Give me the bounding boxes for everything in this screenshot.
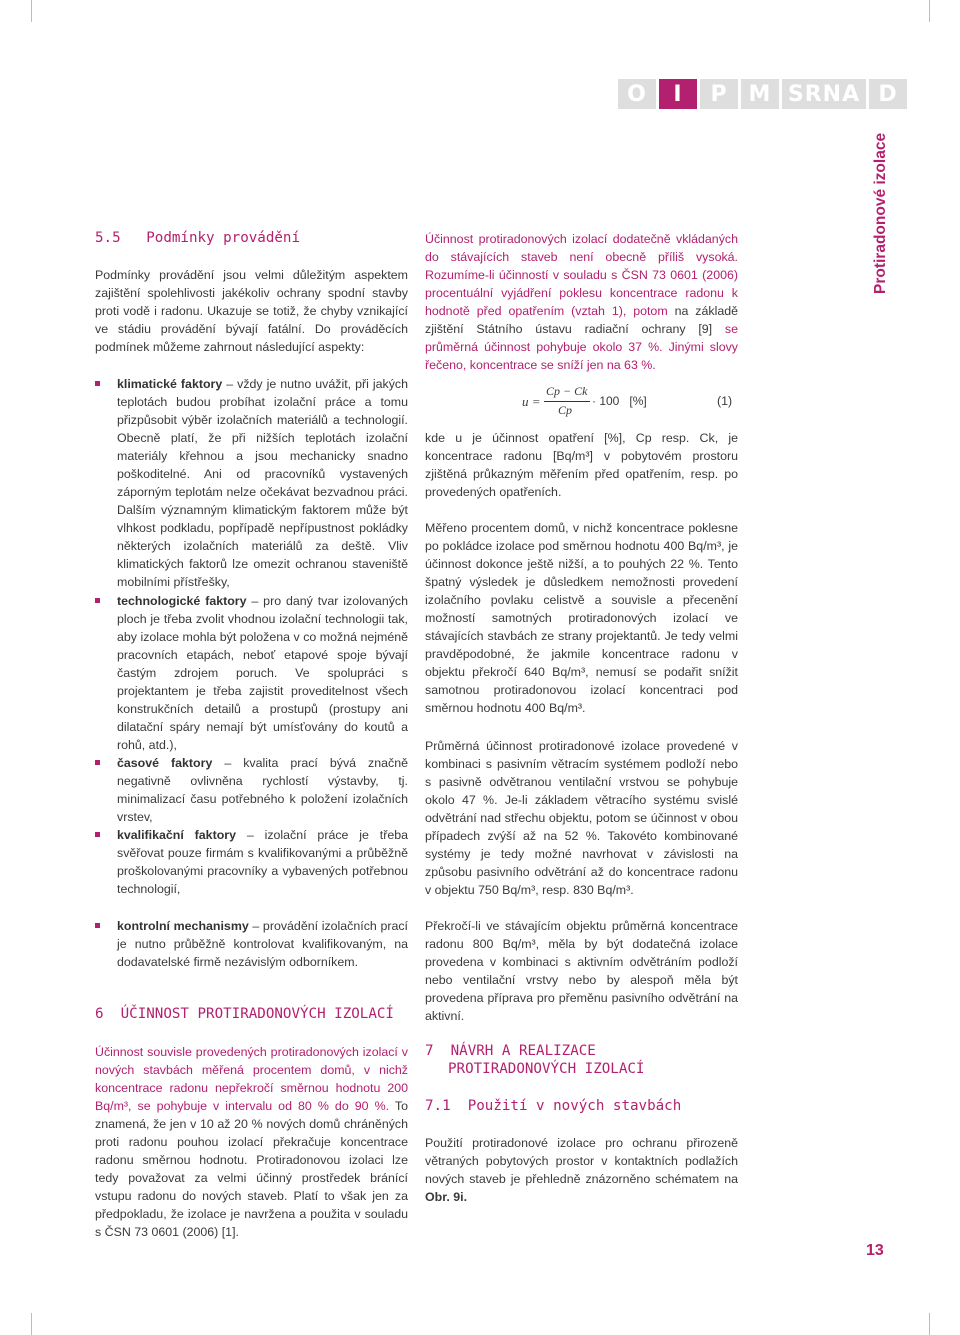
heading-6: 6 ÚČINNOST PROTIRADONOVÝCH IZOLACÍ [95,1006,394,1022]
figure-reference: Obr. 9i. [425,1190,468,1204]
section-nav-bar [618,79,907,109]
fraction-bar [544,401,590,402]
measurement-paragraph: Měřeno procentem domů, v nichž koncentrace poklesne po pokládce izolace pod směrnou hodnotu 400 Bq/m³, je účinnost dokonce ještě nižší, a to pouhých 22 %. Tento špatný výsledek je důsledkem nemožnosti provedení izolačního povlaku celistvě a souvisle a přecenění možností samotných protiradonových izolací ve stávajících stavbách ze strany projektantů. Je tedy velmi pravděpodobné, že jakmile koncentrace radonu v objektu překročí 640 Bq/m³, nemusí se podařit snížit samotnou protiradonovou izolací koncentraci pod směrnou hodnotu 400 Bq/m³. [425,521,738,715]
crop-mark [31,1313,32,1335]
bullet-text: – izolační práce je třeba svěřovat pouze firmám s kvalifikovanými a průběžně proškolovanými pracovníky a vybavených potřebnou technologií, [117,828,408,896]
nav-cell-p: P [700,79,738,109]
vertical-chapter-title: Protiradonové izolace [872,132,889,294]
page-number: 13 [866,1242,884,1259]
bullet-term: kvalifikační faktory [117,828,236,842]
bullet-square-icon [95,832,100,837]
body-text: To znamená, že jen v 10 až 20 % nových domů chráněných proti radonu pouhou izolací překračuje koncentrace radonu směrnou hodnotu. Protiradonovou izolaci lze tedy považovat za velmi účinný prostředek bránící vstupu radonu do nových staveb. Platí to však jen za předpokladu, že izolace je navržena a použita v souladu s ČSN 73 0601 (2006) [1]. [95,1099,408,1239]
intro-paragraph: Podmínky provádění jsou velmi důležitým aspektem zajištění spolehlivosti jakékoliv ochrany spodní stavby proti vodě i radonu. Ukazuje se totiž, že chyby vznikající ve stádiu provádění bývají fatální. Do prováděcích podmínek můžeme zahrnout následující aspekty: [95,268,408,354]
heading-7-line2: PROTIRADONOVÝCH IZOLACÍ [448,1061,645,1077]
ventilation-paragraph: Průměrná účinnost protiradonové izolace provedené v kombinaci s pasivním větracím systémem podloží nebo s pasivně odvětranou ventilační vrstvou se pohybuje okolo 47 %. Je-li základem větracího systému svislé odvětrání nad střechu objektu, potom se účinnost v obou případech zvýší až na 52 %. Takovéto kombinované systémy je tedy možné navrhovat v závislosti na způsobu pasivního odvětrání až do koncentrace radonu v objektu 750 Bq/m³, resp. 830 Bq/m³. [425,739,738,897]
list-item [95,592,408,754]
bullet-term: kontrolní mechanismy [117,919,249,933]
formula-1 [520,386,740,420]
formula-numerator: Cp − Ck [546,384,588,398]
crop-mark [929,1313,930,1335]
crop-mark [31,0,32,22]
bullet-term: technologické faktory [117,594,247,608]
body-text: Použití protiradonové izolace pro ochranu přirozeně větraných pobytových prostor v kontaktních podlažích nových staveb je přehledně znázorněno schématem na [425,1136,738,1186]
section-6-paragraph [95,1043,408,1241]
heading-7-1: 7.1 Použití v nových stavbách [425,1098,682,1114]
bullet-square-icon [95,760,100,765]
nav-cell-o: O [618,79,656,109]
bullet-square-icon [95,381,100,386]
new-buildings-paragraph [425,1134,738,1206]
equation-number: (1) [717,394,733,408]
heading-7 [425,1042,738,1078]
nav-cell-m: M [741,79,779,109]
bullet-text: – pro daný tvar izolovaných ploch je třeba zvolit vhodnou izolační technologii tak, aby izolace mohla být položena v co možná nejméně pracovních etapách, neboť etapové spoje bývají častým zdrojem poruch. Ve spolupráci s projektantem je třeba zajistit proveditelnost všech konstrukčních detailů a prostupů (prostupy ani dilatační spáry nemají být umísťovány do koutů a rohů, atd.), [117,594,408,752]
nav-cell-i-active: I [659,79,697,109]
list-item [95,375,408,591]
list-item [95,826,408,898]
bullet-term: časové faktory [117,756,213,770]
crop-mark [929,0,930,22]
bullet-square-icon [95,923,100,928]
list-item [95,917,408,971]
highlight-text: Účinnost protiradonových izolací dodatečně vkládaných do stávajících staveb není obecně příliš vysoká. Rozumíme-li účinností v souladu s ČSN 73 0601 (2006) procentuální vyjádření poklesu koncentrace radonu k hodnotě před opatřením (vztah 1), potom [425,232,738,318]
bullet-text: – provádění izolačních prací je nutno průběžně kontrolovat kvalifikovaným, na dodavatelské firmě nezávislým odborníkem. [117,919,409,969]
bullet-text: – vždy je nutno uvážit, při jakých teplotách budou probíhat izolační práce a tomu přizpůsobit výběr izolačních materiálů a technologií. Obecně platí, že při nižších teplotách izolační materiály křehnou a jsou mechanicky snadno poškoditelné. Ani od pracovníků vystavených záporným teplotám nelze očekávat bezvadnou práci. Dalším významným klimatickým faktorem může být vlhkost podkladu, popřípadě nepřípustnost pokládky některých izolačních materiálů za deště. Vliv klimatických faktorů lze omezit ochranou staveniště mobilními přístřešky, [117,377,408,589]
heading-7-line1: 7 NÁVRH A REALIZACE [425,1043,596,1059]
bullet-square-icon [95,598,100,603]
formula-denominator: Cp [558,403,573,417]
formula-factor: · 100 [%] [592,394,647,408]
formula-lhs: u = [522,394,541,409]
formula-explanation: kde u je účinnost opatření [%], Cp resp. Ck, je koncentrace radonu [Bq/m³] v pobytovém prostoru zjištěná průkazným měřením před opatřením, resp. po provedených opatřeních. [425,431,738,499]
heading-5-5: 5.5 Podmínky provádění [95,230,300,246]
bullet-text: – kvalita prací bývá značně negativně ovlivněna rychlostí výstavby, tj. minimalizací času potřebného k položení izolačních vrstev, [117,756,408,824]
body-text: na základě zjištění Státního ústavu radiační ochrany [9] [425,304,738,336]
nav-cell-srna: SRNA [782,79,866,109]
active-ventilation-paragraph: Překročí-li ve stávajícím objektu průměrná koncentrace radonu 800 Bq/m³, měla by být dodatečná izolace provedena v kombinaci s aktivním odvětráním podloží nebo ventilační vrstvy nebo by alespoň měla být provedena příprava pro přeměnu pasivního odvětrání na aktivní. [425,919,738,1023]
nav-cell-d: D [869,79,907,109]
efficiency-paragraph [425,230,738,374]
list-item [95,754,408,826]
highlight-text: Účinnost souvisle provedených protiradonových izolací v nových stavbách měřená procentem domů, v nichž koncentrace radonu nepřekročí směrnou hodnotu 200 Bq/m³, se pohybuje v intervalu od 80 % do 90 %. [95,1045,408,1113]
bullet-term: klimatické faktory [117,377,223,391]
highlight-text: se průměrná účinnost pohybuje okolo 37 %. Jinými slovy řečeno, koncentrace se sníží jen na 63 %. [425,322,738,372]
